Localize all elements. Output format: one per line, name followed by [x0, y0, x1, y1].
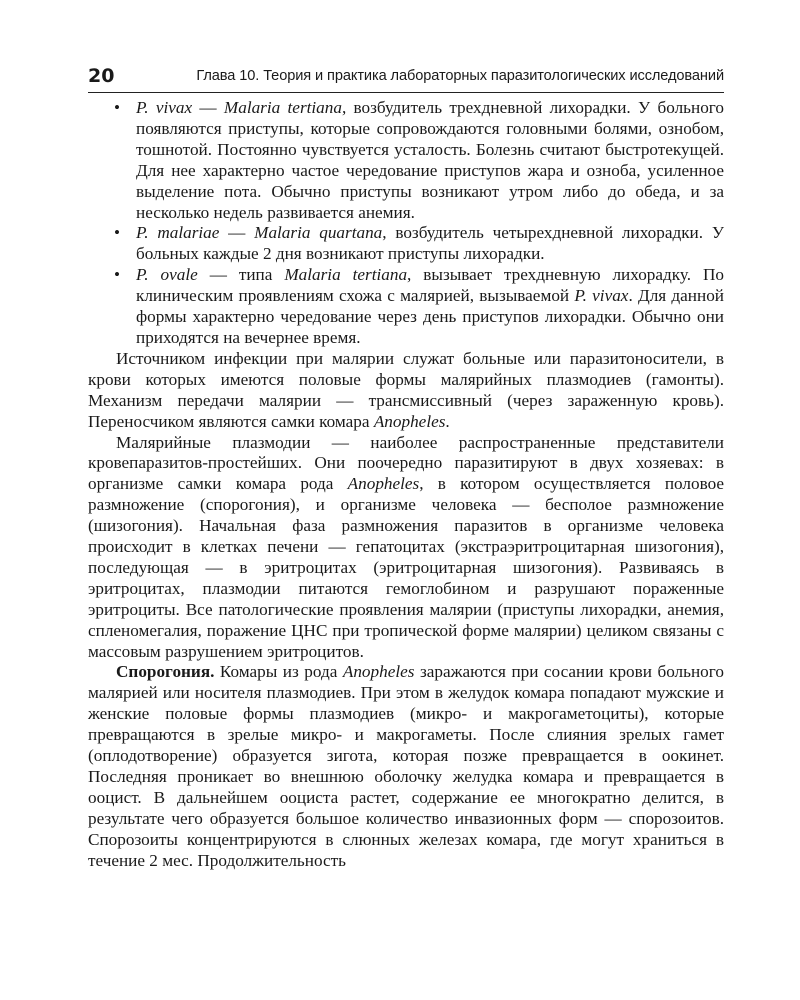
species-name: P. vivax [574, 286, 629, 306]
list-item [88, 223, 724, 265]
paragraph-infection-source [88, 349, 724, 433]
disease-name: Malaria quartana [254, 223, 383, 243]
genus-name: Anopheles [347, 474, 420, 494]
species-name: P. ovale [136, 265, 198, 285]
paragraph-sporogony [88, 662, 724, 871]
page-header [88, 64, 724, 93]
paragraph-end: . [445, 411, 450, 431]
paragraph-plasmodia [88, 433, 724, 663]
genus-name: Anopheles [373, 411, 446, 431]
item-text: , возбудитель трехдневной лихорадки. У больного появляются приступы, которые сопровождаются головными болями, ознобом, тошнотой. Постоянно чувствуется усталость. Болезнь считают быстротекущей. Для нее характерно частое чередование приступов жара и озноба, усиленное выделение пота. Обычно приступы возникают утром либо до обеда, и за несколько недель развивается анемия. [136, 98, 725, 222]
item-text: , возбудитель четырехдневной лихорадки. У больных каждые 2 дня возникают приступы лихорадки. [136, 223, 724, 264]
paragraph-text: Малярийные плазмодии — наиболее распространенные представители кровепаразитов-простейших. Они поочередно паразитируют в двух хозяевах: в организме самки комара рода [88, 432, 724, 494]
dash: — [192, 98, 224, 117]
section-heading: Спорогония. [116, 662, 215, 682]
item-text: . Для данной формы характерно чередование через день приступов лихорадки. Обычно они приходятся на вечернее время. [136, 286, 724, 347]
running-title: Глава 10. Теория и практика лабораторных паразитологических исследований [196, 68, 724, 84]
paragraph-text: заражаются при сосании крови больного малярией или носителя плазмодиев. При этом в желудок комара попадают мужские и женские половые формы плазмодиев (микро- и макрогаметоциты), которые превращаются в зрелые микро- и макрогаметы. После слияния зрелых гамет (оплодотворение) образуется зигота, которая позже превращается в оокинет. Последняя проникает во внешнюю оболочку желудка комара и превращается в ооцист. В дальнейшем ооциста растет, содержание ее многократно делится, в результате чего образуется большое количество инвазионных форм — спорозоитов. Спорозоиты концентрируются в слюнных железах комара, где могут храниться в течение 2 мес. Продолжительность [88, 662, 724, 870]
dash: — [219, 223, 255, 243]
species-name: P. vivax [136, 98, 193, 117]
item-text: , вызывает трехдневную лихорадку. По клиническим проявлениям схожа с малярией, вызываемой [136, 265, 724, 306]
page-number: 20 [88, 65, 115, 87]
paragraph-text: Комары из рода [214, 662, 343, 682]
paragraph-text: Источником инфекции при малярии служат больные или паразитоносители, в крови которых имеются половые формы малярийных плазмодиев (гамонты). Механизм передачи малярии — трансмиссивный (через зараженную кровь). Переносчиком являются самки комара [88, 348, 724, 431]
item-text: — типа [197, 265, 285, 285]
disease-name: Malaria tertiana [223, 98, 342, 117]
species-list [88, 98, 724, 349]
genus-name: Anopheles [342, 662, 415, 682]
disease-name: Malaria tertiana [284, 265, 408, 285]
page-body [88, 98, 724, 872]
list-item [88, 98, 724, 223]
species-name: P. malariae [136, 223, 220, 243]
paragraph-text: , в котором осуществляется половое размножение (спорогония), и организме человека — бесполое размножение (шизогония). Начальная фаза размножения паразитов в организме человека происходит в клетках печени — гепатоцитах (экстраэритроцитарная шизогония), последующая — в эритроцитах (эритроцитарная шизогония). Развиваясь в эритроцитах, плазмодии питаются гемоглобином и разрушают пораженные эритроциты. Все патологические проявления малярии (приступы лихорадки, анемия, спленомегалия, поражение ЦНС при тропической форме малярии) целиком связаны с массовым разрушением эритроцитов. [88, 474, 724, 661]
list-item [88, 265, 724, 349]
